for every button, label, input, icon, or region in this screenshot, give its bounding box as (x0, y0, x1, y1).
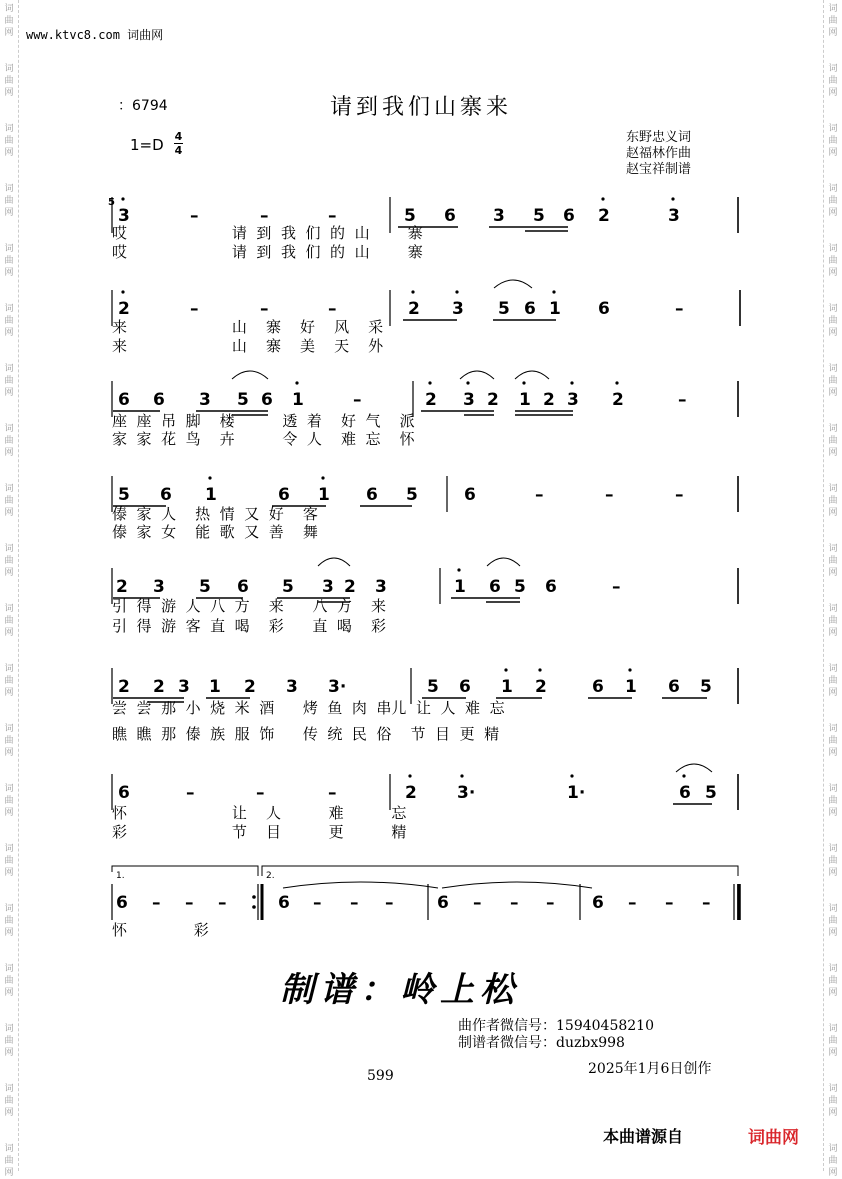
octave-dot (628, 668, 631, 671)
slur (318, 558, 350, 566)
repeat-dot (252, 905, 256, 909)
watermark-char: 网 (828, 268, 838, 278)
watermark-char: 曲 (828, 376, 838, 386)
watermark-char: 网 (4, 208, 14, 218)
note-5-13: 6 (668, 677, 680, 697)
note-4-1: 3 (153, 577, 165, 597)
note-2-4: 6 (261, 390, 273, 410)
octave-dot (121, 197, 124, 200)
watermark-char: 词 (4, 304, 14, 314)
note-0-1: – (190, 206, 199, 226)
note-3-6: 5 (406, 485, 418, 505)
note-1-6: 5 (498, 299, 510, 319)
note-3-9: – (605, 485, 614, 505)
note-1-9: 6 (598, 299, 610, 319)
watermark-char: 网 (828, 328, 838, 338)
watermark-char: 网 (828, 388, 838, 398)
note-6-2: – (256, 783, 265, 803)
watermark-char: 网 (4, 568, 14, 578)
watermark-char: 网 (828, 1168, 838, 1178)
watermark-char: 网 (828, 568, 838, 578)
watermark-char: 词 (828, 4, 838, 14)
creation-date: 2025年1月6日创作 (588, 1061, 712, 1077)
octave-dot (295, 381, 298, 384)
watermark-char: 曲 (828, 136, 838, 146)
watermark-char: 词 (828, 544, 838, 554)
note-7-7: – (385, 893, 394, 913)
note-4-8: 1 (454, 577, 466, 597)
note-5-0: 2 (118, 677, 130, 697)
note-1-8: 1 (549, 299, 561, 319)
watermark-char: 词 (4, 4, 14, 14)
note-7-10: – (510, 893, 519, 913)
watermark-char: 网 (828, 628, 838, 638)
note-4-12: – (612, 577, 621, 597)
note-2-12: 3 (567, 390, 579, 410)
note-2-8: 3 (463, 390, 475, 410)
note-1-4: 2 (408, 299, 420, 319)
note-3-2: 1 (205, 485, 217, 505)
watermark-char: 曲 (4, 856, 14, 866)
note-0-3: – (328, 206, 337, 226)
note-4-2: 5 (199, 577, 211, 597)
watermark-char: 曲 (828, 196, 838, 206)
note-5-9: 1 (501, 677, 513, 697)
note-2-13: 2 (612, 390, 624, 410)
watermark-char: 曲 (4, 1096, 14, 1106)
watermark-char: 曲 (828, 1096, 838, 1106)
note-7-2: – (185, 893, 194, 913)
watermark-char: 网 (828, 868, 838, 878)
note-5-14: 5 (700, 677, 712, 697)
lyric-line: 怀 让 人 难 忘 (112, 804, 407, 822)
volta-1-label: 1. (116, 871, 125, 881)
note-7-5: – (313, 893, 322, 913)
watermark-char: 词 (4, 364, 14, 374)
watermark-char: 曲 (828, 316, 838, 326)
lyric-line: 引 得 游 客 直 喝 彩 直 喝 彩 (112, 617, 386, 635)
watermark-char: 网 (828, 808, 838, 818)
note-2-1: 6 (153, 390, 165, 410)
watermark-char: 曲 (828, 1156, 838, 1166)
watermark-char: 词 (828, 244, 838, 254)
slur (232, 371, 268, 379)
watermark-char: 曲 (828, 16, 838, 26)
lyric-line: 尝 尝 那 小 烧 米 酒 烤 鱼 肉 串儿 让 人 难 忘 (112, 699, 505, 717)
meter-bottom: 4 (174, 144, 183, 157)
lyricist-credit: 东野忠义词 (626, 130, 692, 145)
song-title: 请到我们山寨来 (329, 95, 512, 120)
note-5-3: 1 (209, 677, 221, 697)
note-5-10: 2 (535, 677, 547, 697)
volta-2-label: 2. (266, 871, 275, 881)
watermark-char: 词 (828, 724, 838, 734)
watermark-char: 曲 (4, 1036, 14, 1046)
lyric-line: 引 得 游 人 八 方 来 八 方 来 (112, 597, 386, 615)
note-2-5: 1 (292, 390, 304, 410)
watermark-char: 曲 (4, 496, 14, 506)
watermark-char: 网 (4, 388, 14, 398)
watermark-char: 曲 (4, 16, 14, 26)
lyric-line: 哎 请 到 我 们 的 山 寨 (112, 243, 423, 261)
lyric-line: 家 家 花 鸟 卉 令 人 难 忘 怀 (112, 430, 415, 448)
slur (487, 558, 520, 566)
watermark-char: 曲 (4, 76, 14, 86)
note-6-0: 6 (118, 783, 130, 803)
watermark-char: 曲 (4, 136, 14, 146)
note-4-5: 3 (322, 577, 334, 597)
octave-dot (522, 381, 525, 384)
watermark-char: 曲 (4, 316, 14, 326)
octave-dot (671, 197, 674, 200)
note-2-2: 3 (199, 390, 211, 410)
watermark-char: 词 (4, 724, 14, 734)
octave-dot (460, 774, 463, 777)
key-signature: 1=D (130, 136, 164, 154)
site-name: 词曲网 (127, 28, 164, 42)
octave-dot (457, 568, 460, 571)
note-4-9: 6 (489, 577, 501, 597)
watermark-char: 曲 (828, 496, 838, 506)
watermark-char: 曲 (4, 556, 14, 566)
lyric-line: 傣 家 女 能 歌 又 善 舞 (112, 523, 318, 541)
watermark-char: 曲 (828, 1036, 838, 1046)
watermark-char: 曲 (4, 376, 14, 386)
watermark-char: 词 (828, 124, 838, 134)
watermark-char: 词 (4, 1084, 14, 1094)
note-2-0: 6 (118, 390, 130, 410)
lyric-line: 来 山 寨 美 天 外 (112, 337, 384, 355)
watermark-char: 词 (4, 124, 14, 134)
tie (283, 882, 438, 888)
octave-dot (408, 774, 411, 777)
octave-dot (455, 290, 458, 293)
note-0-5: 6 (444, 206, 456, 226)
octave-dot (552, 290, 555, 293)
note-5-4: 2 (244, 677, 256, 697)
note-5-5: 3 (286, 677, 298, 697)
slur (515, 371, 549, 379)
note-7-14: – (665, 893, 674, 913)
watermark-char: 曲 (4, 1156, 14, 1166)
lyric-line: 哎 请 到 我 们 的 山 寨 (112, 224, 423, 242)
watermark-char: 曲 (4, 256, 14, 266)
note-3-0: 5 (118, 485, 130, 505)
note-2-11: 2 (543, 390, 555, 410)
note-2-9: 2 (487, 390, 499, 410)
note-1-3: – (328, 299, 337, 319)
note-3-7: 6 (464, 485, 476, 505)
watermark-char: 词 (4, 1024, 14, 1034)
watermark-char: 网 (828, 928, 838, 938)
watermark-char: 词 (828, 604, 838, 614)
watermark-char: 网 (4, 268, 14, 278)
note-5-11: 6 (592, 677, 604, 697)
watermark-char: 词 (4, 784, 14, 794)
watermark-char: 曲 (4, 436, 14, 446)
note-7-6: – (350, 893, 359, 913)
watermark-char: 网 (828, 208, 838, 218)
watermark-char: 网 (4, 148, 14, 158)
composer-credit: 赵福林作曲 (626, 146, 692, 161)
watermark-char: 网 (828, 448, 838, 458)
octave-dot (411, 290, 414, 293)
note-4-7: 3 (375, 577, 387, 597)
octave-dot (538, 668, 541, 671)
watermark-char: 曲 (4, 796, 14, 806)
note-4-10: 5 (514, 577, 526, 597)
note-3-5: 6 (366, 485, 378, 505)
note-7-8: 6 (437, 893, 449, 913)
note-6-4: 2 (405, 783, 417, 803)
slur (460, 371, 494, 379)
watermark-char: 网 (828, 508, 838, 518)
note-7-3: – (218, 893, 227, 913)
watermark-char: 曲 (828, 976, 838, 986)
note-0-0: 3 (118, 206, 130, 226)
note-2-14: – (678, 390, 687, 410)
grace-note: 5 (108, 197, 115, 208)
note-2-6: – (353, 390, 362, 410)
watermark-char: 网 (4, 1108, 14, 1118)
note-7-1: – (152, 893, 161, 913)
note-4-11: 6 (545, 577, 557, 597)
octave-dot (208, 476, 211, 479)
watermark-char: 网 (4, 628, 14, 638)
note-2-3: 5 (237, 390, 249, 410)
watermark-char: 词 (4, 844, 14, 854)
watermark-char: 词 (828, 664, 838, 674)
watermark-char: 曲 (4, 196, 14, 206)
watermark-char: 网 (828, 1048, 838, 1058)
lyric-line: 怀 彩 (112, 921, 209, 939)
watermark-char: 词 (828, 424, 838, 434)
note-7-15: – (702, 893, 711, 913)
note-6-3: – (328, 783, 337, 803)
watermark-char: 词 (828, 304, 838, 314)
lyric-line: 傣 家 人 热 情 又 好 客 (112, 505, 318, 523)
watermark-char: 网 (4, 88, 14, 98)
note-6-7: 6 (679, 783, 691, 803)
watermark-char: 网 (4, 928, 14, 938)
note-6-6: 1· (567, 783, 586, 803)
contact-info (458, 1018, 654, 1052)
note-0-6: 3 (493, 206, 505, 226)
note-0-7: 5 (533, 206, 545, 226)
watermark-char: 词 (4, 664, 14, 674)
composer-wechat: 曲作者微信号：15940458210 (458, 1018, 654, 1034)
watermark-char: 曲 (828, 916, 838, 926)
octave-dot (682, 774, 685, 777)
note-1-2: – (260, 299, 269, 319)
note-0-10: 3 (668, 206, 680, 226)
watermark-char: 词 (4, 184, 14, 194)
watermark-char: 曲 (828, 436, 838, 446)
note-4-6: 2 (344, 577, 356, 597)
note-3-4: 1 (318, 485, 330, 505)
watermark-char: 词 (828, 1084, 838, 1094)
watermark-char: 词 (4, 1144, 14, 1154)
watermark-char: 网 (4, 748, 14, 758)
tie (442, 882, 592, 888)
watermark-char: 网 (4, 1168, 14, 1178)
note-6-1: – (186, 783, 195, 803)
slur (494, 280, 532, 288)
octave-dot (428, 381, 431, 384)
volta-2-bracket (262, 866, 738, 876)
watermark-char: 词 (4, 904, 14, 914)
watermark-char: 网 (4, 28, 14, 38)
note-7-12: 6 (592, 893, 604, 913)
octave-dot (504, 668, 507, 671)
watermark-char: 网 (4, 808, 14, 818)
watermark-char: 曲 (828, 556, 838, 566)
watermark-char: 网 (4, 988, 14, 998)
note-0-4: 5 (404, 206, 416, 226)
watermark-char: 网 (4, 1048, 14, 1058)
watermark-char: 网 (828, 748, 838, 758)
note-5-1: 2 (153, 677, 165, 697)
note-1-7: 6 (524, 299, 536, 319)
watermark-char: 曲 (4, 916, 14, 926)
source-label: 本曲谱源自 (603, 1127, 684, 1146)
note-7-4: 6 (278, 893, 290, 913)
lyric-line: 来 山 寨 好 风 采 (112, 318, 384, 336)
octave-dot (121, 290, 124, 293)
note-5-8: 6 (459, 677, 471, 697)
note-3-8: – (535, 485, 544, 505)
watermark-char: 词 (4, 64, 14, 74)
watermark-char: 词 (828, 904, 838, 914)
octave-dot (466, 381, 469, 384)
note-2-7: 2 (425, 390, 437, 410)
note-7-0: 6 (116, 893, 128, 913)
note-0-8: 6 (563, 206, 575, 226)
watermark-char: 曲 (828, 796, 838, 806)
watermark-char: 网 (828, 1108, 838, 1118)
note-7-9: – (473, 893, 482, 913)
watermark-char: 网 (828, 88, 838, 98)
slur (676, 764, 712, 772)
watermark-char: 网 (828, 988, 838, 998)
watermark-char: 网 (4, 328, 14, 338)
repeat-dot (252, 895, 256, 899)
note-3-10: – (675, 485, 684, 505)
page-number: 599 (367, 1068, 394, 1084)
watermark-char: 曲 (4, 736, 14, 746)
watermark-char: 词 (4, 964, 14, 974)
watermark-char: 网 (828, 148, 838, 158)
watermark-char: 网 (4, 868, 14, 878)
watermark-char: 词 (828, 64, 838, 74)
note-5-2: 3 (178, 677, 190, 697)
note-1-1: – (190, 299, 199, 319)
watermark-char: 词 (828, 1144, 838, 1154)
lyric-line: 瞧 瞧 那 傣 族 服 饰 传 统 民 俗 节 目 更 精 (112, 725, 500, 743)
note-7-11: – (546, 893, 555, 913)
watermark-char: 词 (828, 844, 838, 854)
watermark-char: 曲 (828, 856, 838, 866)
meter-top: 4 (174, 130, 183, 143)
lyric-line: 彩 节 目 更 精 (112, 823, 407, 841)
octave-dot (570, 381, 573, 384)
watermark-char: 曲 (828, 616, 838, 626)
note-3-3: 6 (278, 485, 290, 505)
octave-dot (570, 774, 573, 777)
watermark-char: 词 (4, 244, 14, 254)
watermark-char: 曲 (4, 976, 14, 986)
volta-1-bracket (112, 866, 258, 876)
watermark-char: 词 (4, 484, 14, 494)
watermark-char: 网 (4, 688, 14, 698)
note-2-10: 1 (519, 390, 531, 410)
note-6-5: 3· (457, 783, 476, 803)
watermark-char: 曲 (4, 616, 14, 626)
note-4-3: 6 (237, 577, 249, 597)
note-4-0: 2 (116, 577, 128, 597)
score-id: ：6794 (118, 98, 168, 114)
watermark-char: 网 (4, 448, 14, 458)
watermark-char: 曲 (828, 76, 838, 86)
watermark-char: 网 (828, 28, 838, 38)
transcriber-wechat: 制谱者微信号：duzbx998 (458, 1035, 625, 1051)
octave-dot (601, 197, 604, 200)
watermark-char: 曲 (4, 676, 14, 686)
note-5-6: 3· (328, 677, 347, 697)
source-logo[interactable]: 词曲网 (748, 1128, 799, 1148)
watermark-char: 曲 (828, 256, 838, 266)
watermark-char: 词 (828, 1024, 838, 1034)
octave-dot (321, 476, 324, 479)
watermark-char: 网 (4, 508, 14, 518)
octave-dot (615, 381, 618, 384)
watermark-char: 词 (4, 424, 14, 434)
site-url[interactable]: www.ktvc8.com (26, 28, 120, 42)
note-6-8: 5 (705, 783, 717, 803)
watermark-char: 词 (4, 604, 14, 614)
note-5-7: 5 (427, 677, 439, 697)
watermark-char: 词 (828, 484, 838, 494)
note-1-0: 2 (118, 299, 130, 319)
note-4-4: 5 (282, 577, 294, 597)
note-0-2: – (260, 206, 269, 226)
watermark-char: 词 (828, 964, 838, 974)
note-1-10: – (675, 299, 684, 319)
watermark-char: 曲 (828, 736, 838, 746)
transcriber-signature: 制谱：岭上松 (280, 970, 520, 1010)
lyric-line: 座 座 吊 脚 楼 透 着 好 气 派 (112, 412, 415, 430)
watermark-char: 词 (828, 784, 838, 794)
transcriber-credit: 赵宝祥制谱 (626, 162, 692, 177)
note-3-1: 6 (160, 485, 172, 505)
note-7-13: – (628, 893, 637, 913)
watermark-char: 词 (828, 184, 838, 194)
note-0-9: 2 (598, 206, 610, 226)
watermark-char: 词 (4, 544, 14, 554)
watermark-char: 网 (828, 688, 838, 698)
note-1-5: 3 (452, 299, 464, 319)
watermark-char: 词 (828, 364, 838, 374)
note-5-12: 1 (625, 677, 637, 697)
watermark-char: 曲 (828, 676, 838, 686)
